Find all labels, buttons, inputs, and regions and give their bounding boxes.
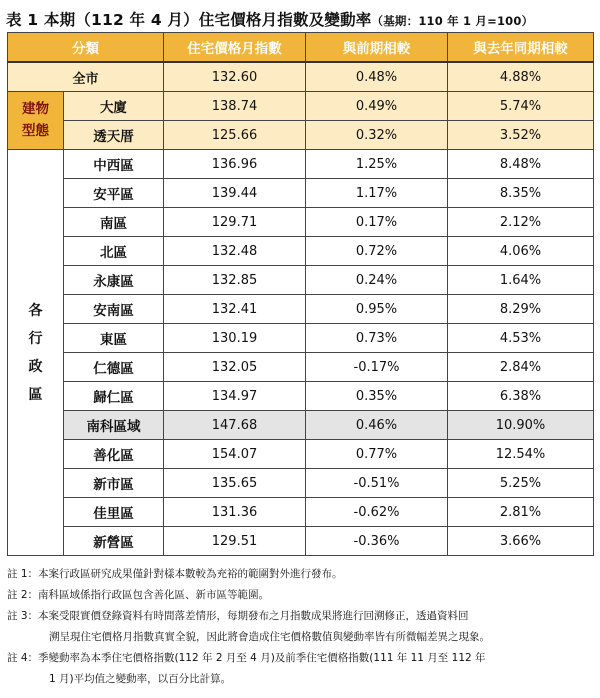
row-mom: 0.32% <box>306 121 448 150</box>
group-label-line: 型態 <box>22 122 49 139</box>
row-name: 永康區 <box>64 266 164 295</box>
row-index: 129.71 <box>164 208 306 237</box>
row-yoy: 8.29% <box>448 295 594 324</box>
group-label-char: 行 <box>28 330 43 347</box>
row-name: 東區 <box>64 324 164 353</box>
row-name: 新市區 <box>64 469 164 498</box>
table-row <box>8 237 594 266</box>
row-mom: -0.51% <box>306 469 448 498</box>
whole-city-label: 全市 <box>8 62 164 92</box>
row-yoy: 2.12% <box>448 208 594 237</box>
footnote: 註 2：南科區域係指行政區包含善化區、新市區等範圍。 <box>7 589 270 601</box>
row-name: 安南區 <box>64 295 164 324</box>
group-label-line: 建物 <box>22 100 49 117</box>
table-title-main: 表 1 本期（112 年 4 月）住宅價格月指數及變動率 <box>6 11 372 29</box>
row-yoy: 2.81% <box>448 498 594 527</box>
group-label-char: 各 <box>28 302 43 319</box>
table-title-base-period: （基期：110 年 1 月=100） <box>371 14 534 28</box>
whole-city-yoy: 4.88% <box>448 62 594 92</box>
row-mom: 0.35% <box>306 382 448 411</box>
table-row <box>8 266 594 295</box>
row-yoy: 4.53% <box>448 324 594 353</box>
table-row <box>8 121 594 150</box>
building-type-group-label <box>8 92 64 150</box>
row-mom: 0.73% <box>306 324 448 353</box>
row-mom: 0.17% <box>306 208 448 237</box>
row-index: 132.41 <box>164 295 306 324</box>
row-index: 130.19 <box>164 324 306 353</box>
row-mom: 0.95% <box>306 295 448 324</box>
row-name: 佳里區 <box>64 498 164 527</box>
row-mom: -0.62% <box>306 498 448 527</box>
group-label-char: 政 <box>28 358 43 375</box>
row-index: 132.05 <box>164 353 306 382</box>
table-row <box>8 295 594 324</box>
row-yoy: 3.66% <box>448 527 594 556</box>
row-mom: -0.36% <box>306 527 448 556</box>
row-index: 138.74 <box>164 92 306 121</box>
header-index: 住宅價格月指數 <box>164 33 306 63</box>
table-row <box>8 498 594 527</box>
price-index-table <box>7 32 594 556</box>
group-label-char: 區 <box>28 386 43 403</box>
row-mom: 0.77% <box>306 440 448 469</box>
row-index: 129.51 <box>164 527 306 556</box>
table-title <box>6 8 533 30</box>
row-name: 善化區 <box>64 440 164 469</box>
district-rows <box>8 150 594 556</box>
row-index: 125.66 <box>164 121 306 150</box>
footnote-continuation: 溯呈現住宅價格月指數真實全貌，因此將會造成住宅價格數值與變動率皆有所微幅差異之現象。 <box>49 631 490 643</box>
row-mom: -0.17% <box>306 353 448 382</box>
row-index: 134.97 <box>164 382 306 411</box>
row-index: 132.85 <box>164 266 306 295</box>
table-row <box>8 92 594 121</box>
table-row <box>8 382 594 411</box>
whole-city-mom: 0.48% <box>306 62 448 92</box>
whole-city-index: 132.60 <box>164 62 306 92</box>
footnote: 註 1：本案行政區研究成果僅針對樣本數較為充裕的範圍對外進行發布。 <box>7 568 343 580</box>
footnote: 註 3：本案受限實價登錄資料有時間落差情形，每期發布之月指數成果將進行回溯修正，透過資料回 <box>7 610 469 622</box>
row-index: 135.65 <box>164 469 306 498</box>
table-row <box>8 440 594 469</box>
row-index: 147.68 <box>164 411 306 440</box>
table-row <box>8 324 594 353</box>
row-index: 136.96 <box>164 150 306 179</box>
row-yoy: 8.35% <box>448 179 594 208</box>
row-index: 131.36 <box>164 498 306 527</box>
row-index: 154.07 <box>164 440 306 469</box>
table-row <box>8 527 594 556</box>
row-yoy: 6.38% <box>448 382 594 411</box>
row-name: 歸仁區 <box>64 382 164 411</box>
header-mom: 與前期相較 <box>306 33 448 63</box>
whole-city-row <box>8 62 594 92</box>
row-name: 北區 <box>64 237 164 266</box>
header-row <box>8 33 594 63</box>
row-yoy: 8.48% <box>448 150 594 179</box>
header-yoy: 與去年同期相較 <box>448 33 594 63</box>
row-yoy: 5.25% <box>448 469 594 498</box>
header-category: 分類 <box>8 33 164 63</box>
district-group-label <box>8 150 64 556</box>
row-mom: 1.25% <box>306 150 448 179</box>
row-index: 132.48 <box>164 237 306 266</box>
row-yoy: 1.64% <box>448 266 594 295</box>
row-yoy: 10.90% <box>448 411 594 440</box>
table-row <box>8 208 594 237</box>
row-name: 大廈 <box>64 92 164 121</box>
row-mom: 1.17% <box>306 179 448 208</box>
table-row <box>8 469 594 498</box>
footnote: 註 4：季變動率為本季住宅價格指數(112 年 2 月至 4 月)及前季住宅價格指數(111 年 11 月至 112 年 <box>7 652 486 664</box>
row-name: 新營區 <box>64 527 164 556</box>
row-mom: 0.24% <box>306 266 448 295</box>
row-yoy: 3.52% <box>448 121 594 150</box>
row-mom: 0.72% <box>306 237 448 266</box>
row-name: 南科區域 <box>64 411 164 440</box>
row-index: 139.44 <box>164 179 306 208</box>
row-mom: 0.46% <box>306 411 448 440</box>
table-row <box>8 150 594 179</box>
row-name: 仁德區 <box>64 353 164 382</box>
footnote-continuation: 1 月)平均值之變動率，以百分比計算。 <box>49 673 232 685</box>
row-yoy: 12.54% <box>448 440 594 469</box>
row-yoy: 4.06% <box>448 237 594 266</box>
table-row <box>8 411 594 440</box>
row-yoy: 5.74% <box>448 92 594 121</box>
row-name: 中西區 <box>64 150 164 179</box>
table-row <box>8 179 594 208</box>
row-name: 南區 <box>64 208 164 237</box>
row-yoy: 2.84% <box>448 353 594 382</box>
table-row <box>8 353 594 382</box>
footnotes <box>7 564 593 690</box>
row-name: 透天厝 <box>64 121 164 150</box>
row-name: 安平區 <box>64 179 164 208</box>
row-mom: 0.49% <box>306 92 448 121</box>
